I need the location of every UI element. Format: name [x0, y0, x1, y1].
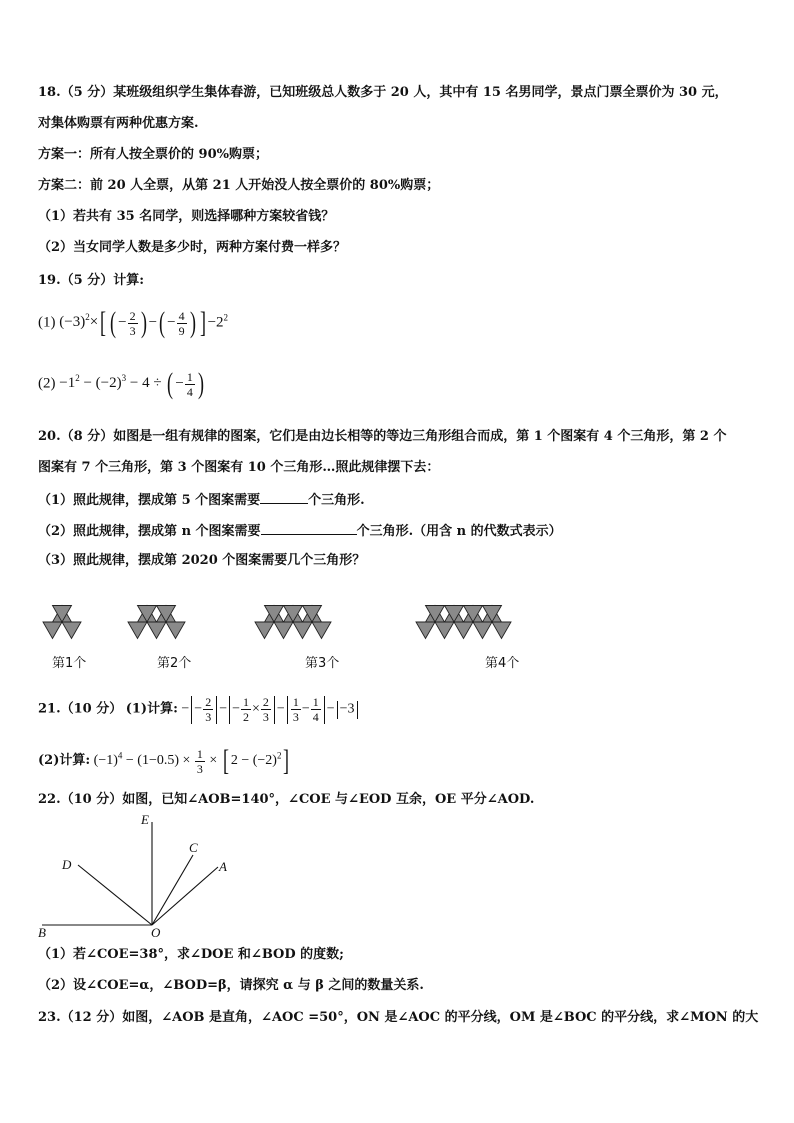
q20-line-5: （3）照此规律，摆成第 2020 个图案需要几个三角形？ [38, 553, 366, 568]
q19-expr1-label: (1) [38, 314, 56, 331]
q21-header: 21.（10 分） [38, 701, 123, 717]
ray-OD [78, 865, 152, 925]
q18-line-4: 方案二：前 20 人全票，从第 21 人开始没人按全票价的 80%购票； [38, 178, 440, 193]
triangle-down-lower [43, 622, 62, 639]
q20-line-4 [38, 521, 562, 541]
q19-expr2-label: (2) [38, 375, 56, 392]
answer-blank-2[interactable] [261, 521, 357, 535]
q20-line-3-a: （1）照此规律，摆成第 5 个图案需要 [38, 493, 261, 508]
q21-part1-label: (1)计算: [125, 701, 178, 717]
figure-caption-2: 第2个 [157, 656, 192, 671]
point-label-O: O [151, 925, 161, 940]
q21-part2-label: (2)计算: [38, 753, 91, 769]
ray-OC [152, 855, 193, 925]
triangle-down-lower [435, 622, 454, 639]
triangle-down-lower [454, 622, 473, 639]
triangle-down-lower [312, 622, 331, 639]
triangle-down-lower [147, 622, 166, 639]
q18-line-3: 方案一：所有人按全票价的 90%购票； [38, 147, 268, 162]
q22-line-3: （2）设∠COE=α，∠BOD=β，请探究 α 与 β 之间的数量关系. [38, 978, 424, 993]
q20-line-2: 图案有 7 个三角形，第 3 个图案有 10 个三角形…照此规律摆下去： [38, 460, 440, 475]
triangle-down-lower [473, 622, 492, 639]
q22-line-1: 22.（10 分）如图，已知∠AOB=140°，∠COE 与∠EOD 互余，OE 平分∠AOD. [38, 792, 535, 807]
q19-expression-1: (1) $(-3)^2\times$[ ( − $\frac{2}{3}$ ) −( − $\frac{4}{9}$ ) ] $-2^2$ [38, 306, 229, 339]
q19-header: 19.（5 分）计算: [38, 273, 144, 288]
triangle-down-lower [293, 622, 312, 639]
q19-expression-2: $(2) -1^2 - (-2)^3 - 4$ ÷ ( − $\frac{1}{4}$ ) [38, 367, 204, 400]
ray-OA [152, 867, 218, 925]
q18-line-6: （2）当女同学人数是多少时，两种方案付费一样多？ [38, 240, 347, 255]
triangle-down-lower [62, 622, 81, 639]
q21-part-1: 21.（10 分） (1)计算: − − $\frac{2}{3}$ − − $\frac{1}{2}$ × $\frac{2}{3}$ − $\frac{1}{3}$ − $\frac{1}{4}$ − −3 [38, 695, 360, 724]
q20-line-1: 20.（8 分）如图是一组有规律的图案，它们是由边长相等的等边三角形组合而成，第 1 个图案有 4 个三角形，第 2 个 [38, 429, 727, 444]
figure-caption-1: 第1个 [52, 656, 87, 671]
triangle-pattern-figures [0, 580, 794, 650]
figure-caption-4: 第4个 [485, 656, 520, 671]
q20-line-4-b: 个三角形.（用含 n 的代数式表示） [356, 524, 562, 539]
q20-line-3 [38, 490, 365, 510]
point-label-D: D [62, 857, 72, 872]
triangle-down-lower [492, 622, 511, 639]
point-label-A: A [219, 859, 227, 874]
q23-line-1: 23.（12 分）如图，∠AOB 是直角，∠AOC =50°，ON 是∠AOC 的平分线，OM 是∠BOC 的平分线，求∠MON 的大 [38, 1010, 759, 1025]
q22-line-2: （1）若∠COE=38°，求∠DOE 和∠BOD 的度数; [38, 947, 344, 962]
triangle-down-lower [416, 622, 435, 639]
point-label-E: E [141, 812, 149, 827]
point-label-B: B [38, 925, 46, 940]
triangle-down-lower [274, 622, 293, 639]
q18-line-2: 对集体购票有两种优惠方案. [38, 116, 199, 131]
triangle-down-lower [255, 622, 274, 639]
triangle-down-lower [128, 622, 147, 639]
q18-line-5: （1）若共有 35 名同学，则选择哪种方案较省钱？ [38, 209, 335, 224]
triangle-down-lower [166, 622, 185, 639]
angle-diagram [30, 810, 250, 940]
q21-part-2: (2)计算: $(-1)^4 - (1-0.5)$ × $\frac{1}{3}$ × [ $2 - (-2)^2$] [38, 744, 290, 777]
figure-caption-3: 第3个 [305, 656, 340, 671]
point-label-C: C [189, 840, 198, 855]
q20-line-3-b: 个三角形. [308, 493, 365, 508]
q18-line-1: 18.（5 分）某班级组织学生集体春游，已知班级总人数多于 20 人，其中有 15 名男同学，景点门票全票价为 30 元， [38, 85, 728, 100]
q20-line-4-a: （2）照此规律，摆成第 n 个图案需要 [38, 524, 261, 539]
answer-blank-1[interactable] [260, 490, 308, 504]
